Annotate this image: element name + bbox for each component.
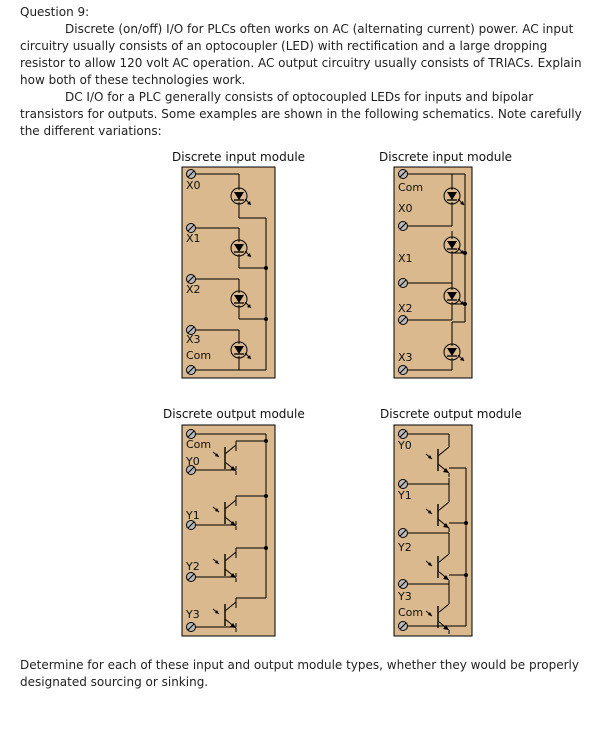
input-module-a-title: Discrete input module [172, 150, 306, 164]
output-a-label-com: Com [186, 438, 212, 451]
question-paragraph-1: Discrete (on/off) I/O for PLCs often works on AC (alternating current) power. AC input circuitry usually consists of an optocoupler (LED) with rectification and a large dropping resistor to allow 120 volt AC operation. AC output circuitry usually consists of TRIACs. Explain how both of these technologies work. [20, 22, 582, 87]
output-module-b-title: Discrete output module [380, 407, 522, 421]
question-paragraph-2: DC I/O for a PLC generally consists of optocoupled LEDs for inputs and bipolar transistors for outputs. Some examples are shown in the following schematics. Note carefully the different variations: [20, 90, 582, 138]
input-b-label-x0: X0 [398, 202, 413, 215]
question-closing: Determine for each of these input and output module types, whether they would be properly designated sourcing or sinking. [20, 658, 579, 689]
input-b-label-x1: X1 [398, 252, 413, 265]
input-module-b-body [394, 167, 472, 378]
question-title: Question 9: [20, 5, 90, 19]
input-a-label-x1: X1 [186, 232, 201, 245]
output-a-label-y2: Y2 [186, 560, 200, 573]
output-b-label-y1: Y1 [398, 489, 412, 502]
output-a-label-y3: Y3 [186, 608, 200, 621]
input-b-label-com: Com [398, 181, 424, 194]
input-a-label-x2: X2 [186, 283, 201, 296]
output-a-label-y1: Y1 [186, 509, 200, 522]
input-a-label-com: Com [186, 349, 212, 362]
output-a-label-y0: Y0 [186, 455, 200, 468]
output-b-label-y2: Y2 [398, 541, 412, 554]
input-module-a-body [182, 167, 275, 378]
input-a-label-x0: X0 [186, 179, 201, 192]
input-module-b-title: Discrete input module [379, 150, 513, 164]
output-b-label-y3: Y3 [398, 590, 412, 603]
input-b-label-x3: X3 [398, 351, 413, 364]
output-module-a-title: Discrete output module [163, 407, 305, 421]
output-b-label-com: Com [398, 606, 424, 619]
input-a-label-x3: X3 [186, 333, 201, 346]
output-b-label-y0: Y0 [398, 439, 412, 452]
input-b-label-x2: X2 [398, 302, 413, 315]
